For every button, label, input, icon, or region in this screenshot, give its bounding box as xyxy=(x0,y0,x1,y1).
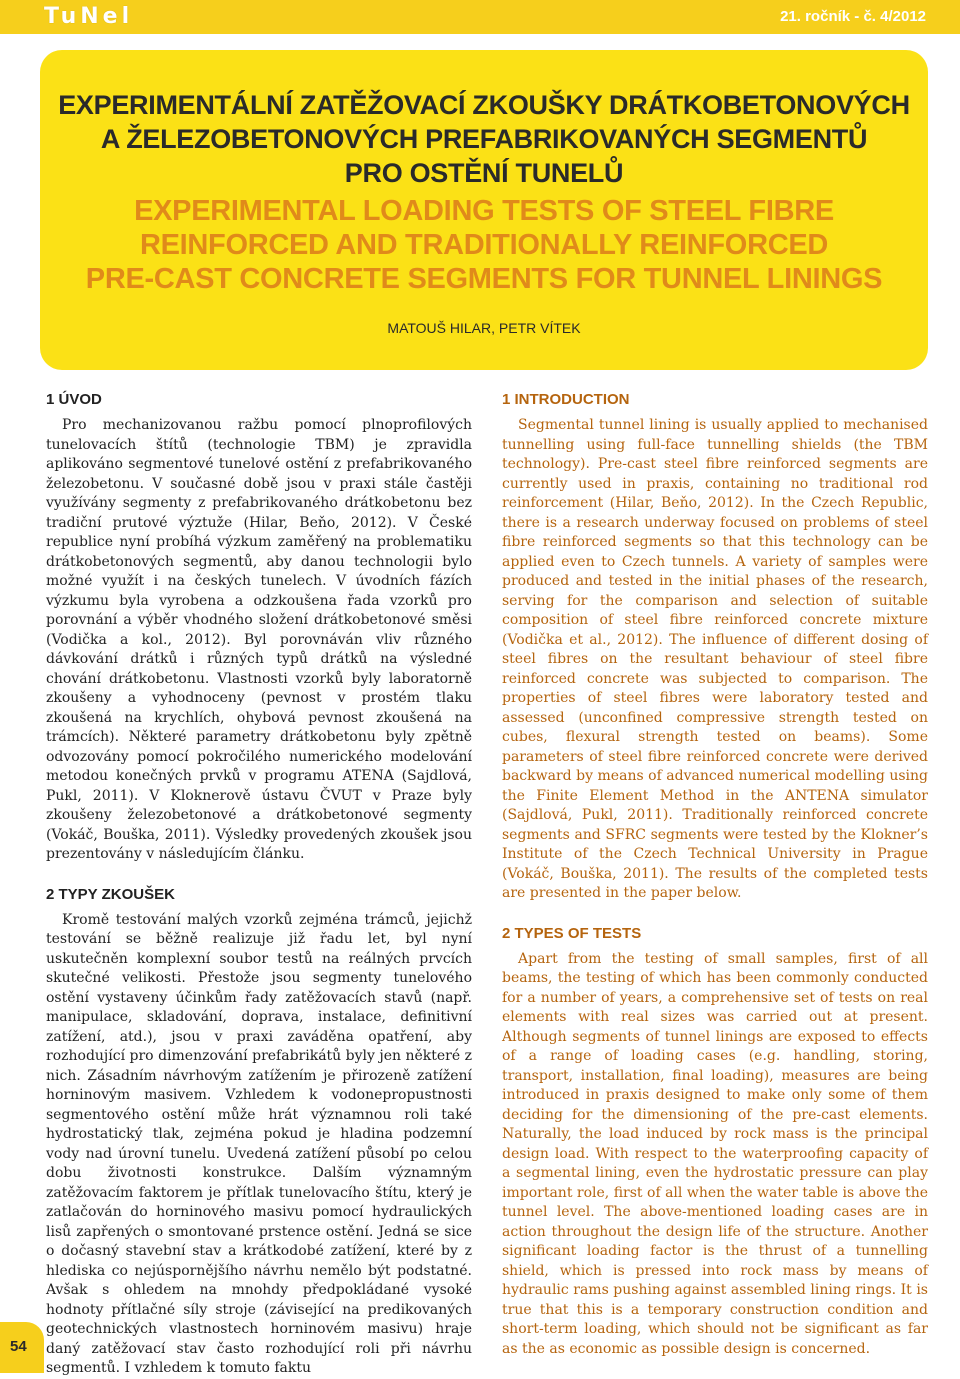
paragraph-uvod: Pro mechanizovanou ražbu pomocí plnoprofilových tunelovacích štítů (technologie TBM) je zpravidla aplikováno segmentové tunelové ostění z prefabrikovaného železobetonu. V současné době jsou v praxi stále častěji využívány segmenty z prefabrikovaného drátkobetonu bez tradiční prutové výztuže (Hilar, Beňo, 2012). V České republice nyní probíhá výzkum zaměřený na problematiku drátkobetonových segmentů, aby danou technologii bylo možné využít i na českých tunelech. V úvodních fázích výzkumu byla vyrobena a odzkoušena řada vzorků pro porovnání a výběr vhodného složení drátkobetonové směsi (Vodička a kol., 2012). Byl porovnáván vliv různého dávkování drátků i různých typů drátků na výsledné chování drátkobetonu. Vlastnosti vzorků byly laboratorně zkoušeny a vyhodnoceny (pevnost v prostém tlaku zkoušená na krychlích, ohybová pevnost zkoušená na trámcích). Některé parametry drátkobetonu byly zpětně odvozovány pomocí pokročilého numerického modelování metodou konečných prvků v programu ATENA (Sajdlová, Pukl, 2011). V Kloknerově ústavu ČVUT v Praze byly zkoušeny železobetonové a drátkobetonové segmenty (Vokáč, Bouška, 2011). Výsledky provedených zkoušek jsou prezentovány v následujícím článku. xyxy=(46,417,472,862)
journal-logo: TuNel xyxy=(44,4,134,29)
title-czech xyxy=(40,88,928,190)
title-box xyxy=(40,50,928,370)
english-column xyxy=(502,390,928,1359)
section-heading-typy-zkousek: 2 TYPY ZKOUŠEK xyxy=(46,885,175,903)
section-heading-introduction: 1 INTRODUCTION xyxy=(502,391,630,408)
paragraph-typy-zkousek: Kromě testování malých vzorků zejména trámců, jejichž testování se běžně realizuje již řadu let, byl nyní uskutečněn komplexní soubor testů na reálných prvcích skutečné velikosti. Přestože jsou segmenty tunelového ostění vystaveny účinkům řady zatěžovacích stavů (např. manipulace, skladování, doprava, instalace, definitivní zatížení, atd.), jsou v praxi zaváděna opatření, aby rozhodující pro dimenzování prefabrikátů byly jen některé z nich. Zásadním návrhovým zatížením je přirozeně zatížení horninovým masivem. Vzhledem k vodonepropustnosti segmentového ostění může hrát významnou roli také hydrostatický tlak, zejména pokud je hladina podzemní vody nad úrovní tunelu. Uvedená zatížení působí po celou dobu životnosti konstrukce. Dalším významným zatěžovacím faktorem je přítlak tunelovacího štítu, který je zatlačován do horninového masivu pomocí hydraulických lisů zapřených o smontované prstence ostění. Jedná se sice o dočasný stavební stav a krátkodobé zatížení, které by z hlediska co nejúspornějšího návrhu nemělo být podstatné. Avšak s ohledem na mnohdy předpokládané vysoké hodnoty přítlačné síly stroje (závisející na predikovaných geotechnických vlastnostech horninovém masivu) hraje daný zatěžovací stav často rozhodující roli při návrhu segmentů. I vzhledem k tomuto faktu xyxy=(46,911,472,1376)
title-czech-line: A ŽELEZOBETONOVÝCH PREFABRIKOVANÝCH SEGMENTŮ xyxy=(100,124,868,154)
title-czech-line: EXPERIMENTÁLNÍ ZATĚŽOVACÍ ZKOUŠKY DRÁTKOBETONOVÝCH xyxy=(58,90,910,120)
title-czech-line: PRO OSTĚNÍ TUNELŮ xyxy=(344,158,624,188)
title-english xyxy=(40,194,928,296)
title-english-line: PRE-CAST CONCRETE SEGMENTS FOR TUNNEL LININGS xyxy=(85,263,883,295)
title-english-line: EXPERIMENTAL LOADING TESTS OF STEEL FIBRE xyxy=(134,195,834,227)
section-heading-types-of-tests: 2 TYPES OF TESTS xyxy=(502,924,642,942)
section-heading-uvod: 1 ÚVOD xyxy=(46,391,102,408)
title-english-line: REINFORCED AND TRADITIONALLY REINFORCED xyxy=(139,229,829,261)
header-bar xyxy=(0,0,960,34)
paragraph-types-of-tests: Apart from the testing of small samples, first of all beams, the testing of which has been commonly conducted for a number of years, a comprehensive set of tests on real elements with real sizes was carried out at present. Although segments of tunnel linings are exposed to effects of a range of loading cases (e.g. handling, storing, transport, installation, final loading), measures are being introduced in praxis designed to make only some of them deciding for the dimensioning of the pre-cast elements. Naturally, the load induced by rock mass is the principal design load. With respect to the waterproofing capacity of a segmental lining, even the hydrostatic pressure can play important role, first of all when the water table is above the tunnel level. The above-mentioned loading cases are in action throughout the design life of the structure. Another significant loading factor is the thrust of a tunnelling shield, which is pressed into rock mass by means of hydraulic rams pushing against assembled lining rings. It is true that this is a temporary construction condition and short-term loading, which should not be significant as far as the as economic as possible design is concerned. xyxy=(502,950,928,1357)
issue-label: 21. ročník - č. 4/2012 xyxy=(780,8,926,25)
authors: MATOUŠ HILAR, PETR VÍTEK xyxy=(387,320,581,336)
czech-column xyxy=(46,390,472,1379)
page-number: 54 xyxy=(10,1338,27,1355)
page-number-tab xyxy=(0,1322,44,1373)
paragraph-introduction: Segmental tunnel lining is usually applied to mechanised tunnelling using full-face tunnelling shields (the TBM technology). Pre-cast steel fibre reinforced segments are currently used in praxis, containing no traditional rod reinforcement (Hilar, Beňo, 2012). In the Czech Republic, there is a research underway focused on problems of steel fibre reinforced segments so that this technology can be applied even to Czech tunnels. A variety of samples were produced and tested in the initial phases of the research, serving for the comparison and selection of suitable composition of steel fibre reinforced concrete mixture (Vodička et al., 2012). The influence of different dosing of steel fibres on the resultant behaviour of steel fibre reinforced concrete was subjected to comparison. The properties of steel fibres were laboratory tested and assessed (unconfined compressive strength tested on cubes, flexural strength tested on beams). Some parameters of steel fibre reinforced concrete were derived backward by means of advanced numerical modelling using the Finite Element Method in the ANTENA simulator (Sajdlová, Pukl, 2011). Traditionally reinforced concrete segments and SFRC segments were tested by the Klokner’s Institute of the Czech Technical University in Prague (Vokáč, Bouška, 2011). The results of the completed tests are presented in the paper below. xyxy=(502,417,928,901)
